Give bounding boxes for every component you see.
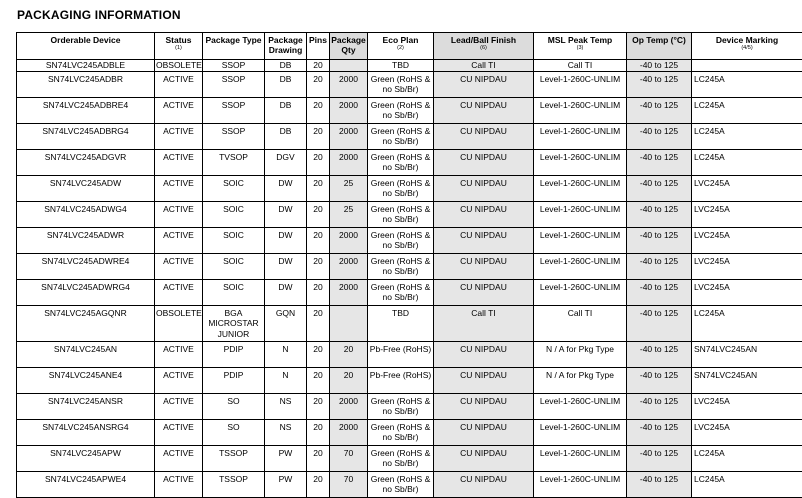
cell-pins: 20 [307,227,330,253]
cell-package-qty: 2000 [330,393,368,419]
table-row [17,71,802,97]
cell-package-drawing: N [265,341,307,367]
cell-pins: 20 [307,71,330,97]
cell-msl-peak-temp: Level-1-260C-UNLIM [534,253,627,279]
cell-package-drawing: DB [265,60,307,72]
col-header-pins: Pins [307,33,330,60]
cell-status: OBSOLETE [155,305,203,341]
cell-status: ACTIVE [155,279,203,305]
cell-package-drawing: DW [265,175,307,201]
cell-op-temp: -40 to 125 [627,123,692,149]
table-row [17,367,802,393]
cell-pins: 20 [307,279,330,305]
cell-orderable-device: SN74LVC245ADGVR [17,149,155,175]
cell-status: ACTIVE [155,149,203,175]
cell-lead-finish: CU NIPDAU [434,341,534,367]
cell-package-drawing: NS [265,393,307,419]
cell-package-qty: 2000 [330,71,368,97]
cell-op-temp: -40 to 125 [627,201,692,227]
cell-status: OBSOLETE [156,60,202,70]
cell-lead-finish: CU NIPDAU [434,149,534,175]
cell-op-temp: -40 to 125 [627,279,692,305]
cell-eco-plan: Green (RoHS & no Sb/Br) [368,279,434,305]
cell-status: ACTIVE [155,341,203,367]
col-header-op-temp: Op Temp (°C) [627,33,692,60]
cell-msl-peak-temp: Call TI [534,60,627,72]
cell-orderable-device: SN74LVC245AN [17,341,155,367]
cell-msl-peak-temp: Level-1-260C-UNLIM [534,201,627,227]
cell-msl-peak-temp: Level-1-260C-UNLIM [534,71,627,97]
table-row [17,175,802,201]
cell-pins: 20 [307,201,330,227]
cell-pins: 20 [307,123,330,149]
cell-device-marking: LC245A [692,149,802,175]
cell-op-temp: -40 to 125 [627,175,692,201]
cell-package-type: SOIC [203,227,265,253]
col-header-lead-finish: Lead/Ball Finish (6) [434,33,534,60]
cell-device-marking: LC245A [692,97,802,123]
cell-status: ACTIVE [155,445,203,471]
cell-package-type: TVSOP [203,149,265,175]
cell-package-drawing: N [265,367,307,393]
cell-pins: 20 [307,97,330,123]
cell-device-marking: LC245A [692,445,802,471]
cell-lead-finish: Call TI [434,60,534,72]
cell-op-temp: -40 to 125 [627,471,692,497]
cell-orderable-device: SN74LVC245AGQNR [17,305,155,341]
cell-op-temp: -40 to 125 [627,419,692,445]
cell-package-drawing: PW [265,471,307,497]
cell-lead-finish: CU NIPDAU [434,279,534,305]
cell-device-marking: LVC245A [692,227,802,253]
cell-msl-peak-temp: Level-1-260C-UNLIM [534,445,627,471]
table-row [17,341,802,367]
cell-msl-peak-temp: Level-1-260C-UNLIM [534,419,627,445]
cell-package-qty: 70 [330,445,368,471]
cell-package-drawing: NS [265,419,307,445]
cell-status: ACTIVE [155,227,203,253]
col-header-status: Status (1) [155,33,203,60]
table-row [17,445,802,471]
table-row [17,149,802,175]
cell-eco-plan: Pb-Free (RoHS) [368,341,434,367]
cell-lead-finish: CU NIPDAU [434,471,534,497]
cell-package-drawing: DW [265,253,307,279]
cell-eco-plan: Green (RoHS & no Sb/Br) [368,393,434,419]
col-header-package-drawing: Package Drawing [265,33,307,60]
cell-msl-peak-temp: Level-1-260C-UNLIM [534,227,627,253]
cell-device-marking: LVC245A [692,393,802,419]
cell-package-drawing: DB [265,71,307,97]
cell-op-temp: -40 to 125 [627,305,692,341]
cell-pins: 20 [307,175,330,201]
table-row [17,419,802,445]
cell-eco-plan: Green (RoHS & no Sb/Br) [368,471,434,497]
cell-lead-finish: CU NIPDAU [434,227,534,253]
cell-package-qty: 25 [330,175,368,201]
cell-orderable-device: SN74LVC245APW [17,445,155,471]
cell-op-temp: -40 to 125 [627,445,692,471]
cell-orderable-device: SN74LVC245ADBRG4 [17,123,155,149]
table-row [17,97,802,123]
cell-msl-peak-temp: Level-1-260C-UNLIM [534,471,627,497]
table-row [17,253,802,279]
section-title: PACKAGING INFORMATION [17,8,181,22]
cell-lead-finish: CU NIPDAU [434,175,534,201]
cell-device-marking: LC245A [692,305,802,341]
cell-status: ACTIVE [155,175,203,201]
cell-device-marking: LC245A [692,123,802,149]
table-row [17,279,802,305]
cell-package-qty: 2000 [330,123,368,149]
cell-status: ACTIVE [155,253,203,279]
cell-op-temp: -40 to 125 [627,71,692,97]
cell-eco-plan: TBD [368,60,434,72]
cell-package-drawing: PW [265,445,307,471]
table-row [17,393,802,419]
cell-package-type: SOIC [203,253,265,279]
packaging-table [16,32,802,498]
cell-package-qty: 2000 [330,279,368,305]
cell-orderable-device: SN74LVC245ADBR [17,71,155,97]
cell-package-qty: 2000 [330,97,368,123]
cell-op-temp: -40 to 125 [627,253,692,279]
cell-pins: 20 [307,60,330,72]
cell-msl-peak-temp: Level-1-260C-UNLIM [534,123,627,149]
cell-op-temp: -40 to 125 [627,97,692,123]
cell-eco-plan: Green (RoHS & no Sb/Br) [368,445,434,471]
col-header-device: Orderable Device [17,33,155,60]
cell-package-qty: 2000 [330,253,368,279]
cell-op-temp: -40 to 125 [627,367,692,393]
table-row [17,471,802,497]
cell-status: ACTIVE [155,471,203,497]
cell-msl-peak-temp: N / A for Pkg Type [534,367,627,393]
header-row [17,33,802,60]
cell-package-type: TSSOP [203,445,265,471]
col-header-eco-plan: Eco Plan (2) [368,33,434,60]
cell-orderable-device: SN74LVC245APWE4 [17,471,155,497]
cell-pins: 20 [307,393,330,419]
cell-lead-finish: CU NIPDAU [434,123,534,149]
cell-msl-peak-temp: Call TI [534,305,627,341]
cell-package-qty: 25 [330,201,368,227]
cell-package-qty: 20 [330,341,368,367]
cell-msl-peak-temp: Level-1-260C-UNLIM [534,279,627,305]
table-row [17,201,802,227]
cell-op-temp: -40 to 125 [627,227,692,253]
cell-op-temp: -40 to 125 [627,341,692,367]
cell-package-type: SOIC [203,279,265,305]
cell-package-type: SSOP [203,60,265,72]
cell-pins: 20 [307,419,330,445]
cell-package-type: SSOP [203,97,265,123]
cell-orderable-device: SN74LVC245ADWR [17,227,155,253]
table-row [17,60,802,72]
cell-package-type: SOIC [203,201,265,227]
cell-lead-finish: CU NIPDAU [434,71,534,97]
cell-lead-finish: CU NIPDAU [434,445,534,471]
cell-device-marking: LVC245A [692,419,802,445]
cell-lead-finish: CU NIPDAU [434,97,534,123]
cell-package-qty: 70 [330,471,368,497]
cell-package-drawing: DGV [265,149,307,175]
cell-pins: 20 [307,471,330,497]
cell-op-temp: -40 to 125 [627,60,692,72]
cell-eco-plan: Pb-Free (RoHS) [368,367,434,393]
table-row [17,227,802,253]
cell-eco-plan: Green (RoHS & no Sb/Br) [368,149,434,175]
cell-orderable-device: SN74LVC245ADWRE4 [17,253,155,279]
col-header-package-qty: Package Qty [330,33,368,60]
cell-package-drawing: GQN [265,305,307,341]
cell-lead-finish: CU NIPDAU [434,419,534,445]
cell-device-marking: LVC245A [692,253,802,279]
cell-package-type: SO [203,419,265,445]
cell-status: ACTIVE [155,97,203,123]
cell-status: ACTIVE [155,71,203,97]
cell-eco-plan: Green (RoHS & no Sb/Br) [368,175,434,201]
cell-orderable-device: SN74LVC245ANSR [17,393,155,419]
cell-lead-finish: Call TI [434,305,534,341]
col-header-msl-peak-temp: MSL Peak Temp (3) [534,33,627,60]
cell-package-qty: 2000 [330,419,368,445]
cell-package-drawing: DB [265,123,307,149]
cell-package-type: SOIC [203,175,265,201]
cell-op-temp: -40 to 125 [627,393,692,419]
cell-eco-plan: Green (RoHS & no Sb/Br) [368,97,434,123]
cell-status: ACTIVE [155,123,203,149]
cell-msl-peak-temp: Level-1-260C-UNLIM [534,149,627,175]
cell-pins: 20 [307,253,330,279]
cell-pins: 20 [307,149,330,175]
cell-status: ACTIVE [155,393,203,419]
cell-msl-peak-temp: N / A for Pkg Type [534,341,627,367]
cell-device-marking: LC245A [692,71,802,97]
cell-status: ACTIVE [155,201,203,227]
cell-status: ACTIVE [155,419,203,445]
cell-package-drawing: DW [265,201,307,227]
cell-package-drawing: DB [265,97,307,123]
cell-device-marking [692,60,802,72]
cell-lead-finish: CU NIPDAU [434,253,534,279]
table-row [17,123,802,149]
cell-package-type: SSOP [203,123,265,149]
cell-orderable-device: SN74LVC245ANE4 [17,367,155,393]
cell-package-type: PDIP [203,341,265,367]
cell-eco-plan: TBD [368,305,434,341]
cell-pins: 20 [307,445,330,471]
col-header-device-marking: Device Marking (4/5) [692,33,802,60]
cell-orderable-device: SN74LVC245ADW [17,175,155,201]
cell-device-marking: SN74LVC245AN [692,367,802,393]
cell-eco-plan: Green (RoHS & no Sb/Br) [368,253,434,279]
cell-package-type: PDIP [203,367,265,393]
cell-orderable-device: SN74LVC245ADBLE [17,60,155,72]
cell-pins: 20 [307,341,330,367]
cell-eco-plan: Green (RoHS & no Sb/Br) [368,419,434,445]
cell-lead-finish: CU NIPDAU [434,393,534,419]
cell-package-type: TSSOP [203,471,265,497]
cell-eco-plan: Green (RoHS & no Sb/Br) [368,201,434,227]
cell-package-qty [330,60,368,72]
table-row [17,305,802,341]
cell-package-qty: 20 [330,367,368,393]
cell-eco-plan: Green (RoHS & no Sb/Br) [368,123,434,149]
cell-orderable-device: SN74LVC245ADWG4 [17,201,155,227]
cell-pins: 20 [307,305,330,341]
cell-msl-peak-temp: Level-1-260C-UNLIM [534,97,627,123]
cell-lead-finish: CU NIPDAU [434,201,534,227]
cell-device-marking: LVC245A [692,175,802,201]
cell-package-qty: 2000 [330,149,368,175]
cell-orderable-device: SN74LVC245ADWRG4 [17,279,155,305]
cell-lead-finish: CU NIPDAU [434,367,534,393]
cell-orderable-device: SN74LVC245ANSRG4 [17,419,155,445]
cell-device-marking: LC245A [692,471,802,497]
cell-package-type: BGA MICROSTAR JUNIOR [203,305,265,341]
col-header-package-type: Package Type [203,33,265,60]
cell-package-qty [330,305,368,341]
cell-package-qty: 2000 [330,227,368,253]
cell-op-temp: -40 to 125 [627,149,692,175]
cell-msl-peak-temp: Level-1-260C-UNLIM [534,393,627,419]
cell-package-drawing: DW [265,279,307,305]
cell-pins: 20 [307,367,330,393]
cell-eco-plan: Green (RoHS & no Sb/Br) [368,227,434,253]
cell-orderable-device: SN74LVC245ADBRE4 [17,97,155,123]
cell-msl-peak-temp: Level-1-260C-UNLIM [534,175,627,201]
cell-eco-plan: Green (RoHS & no Sb/Br) [368,71,434,97]
cell-device-marking: LVC245A [692,279,802,305]
cell-package-drawing: DW [265,227,307,253]
cell-package-type: SO [203,393,265,419]
cell-status: ACTIVE [155,367,203,393]
cell-device-marking: LVC245A [692,201,802,227]
cell-device-marking: SN74LVC245AN [692,341,802,367]
cell-package-type: SSOP [203,71,265,97]
